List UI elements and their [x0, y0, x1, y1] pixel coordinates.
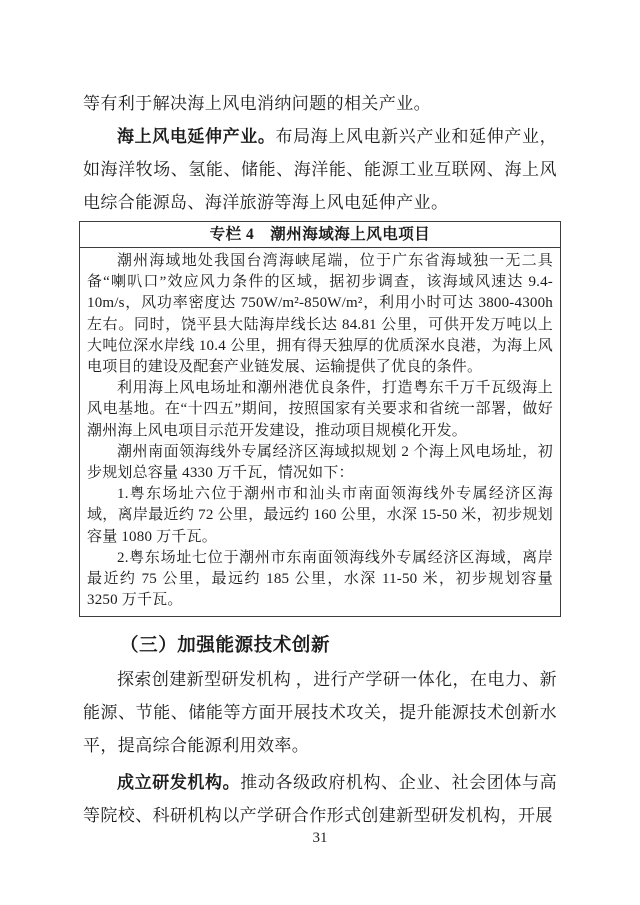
page-number: 31 [312, 830, 328, 846]
bold-lead-offshore-extension: 海上风电延伸产业。 [117, 127, 276, 146]
box-paragraph-planning: 潮州南面领海线外专属经济区海域拟规划 2 个海上风电场址，初步规划总容量 4330 万千瓦，情况如下： [87, 443, 553, 482]
paragraph-establish-institutes [83, 766, 557, 832]
column-box-4 [79, 221, 561, 617]
box-paragraph-site-6: 1.粤东场址六位于潮州市和汕头市南面领海线外专属经济区海域，离岸最近约 72 公里，最远约 160 公里，水深 15-50 米，初步规划容量 1080 万千瓦。 [87, 486, 553, 545]
section-heading-3: （三）加强能源技术创新 [120, 636, 331, 657]
column-box-title: 专栏 4 潮州海域海上风电项目 [80, 222, 560, 248]
box-paragraph-site-7: 2.粤东场址七位于潮州市东南面领海线外专属经济区海域，离岸最近约 75 公里，最远约 185 公里，水深 11-50 米，初步规划容量 3250 万千瓦。 [87, 549, 553, 609]
column-box-body [80, 248, 560, 616]
paragraph-offshore-extension-text: 布局海上风电新兴产业和延伸产业，如海洋牧场、氢能、储能、海洋能、能源工业互联网、海上风电综合能源岛、海洋旅游等海上风电延伸产业。 [83, 127, 557, 212]
paragraph-establish-institutes-text: 推动各级政府机构、企业、社会团体与高等院校、科研机构以产学研合作形式创建新型研发机构，开展 [83, 773, 557, 826]
paragraph-continuation: 等有利于解决海上风电消纳问题的相关产业。 [83, 94, 431, 113]
paragraph-offshore-extension [83, 120, 557, 219]
text-content [83, 87, 557, 832]
box-paragraph-base: 利用海上风电场址和潮州港优良条件，打造粤东千万千瓦级海上风电基地。在“十四五”期间，按照国家有关要求和省统一部署，做好潮州海上风电项目示范开发建设，推动项目规模化开发。 [87, 380, 553, 439]
box-paragraph-overview: 潮州海域地处我国台湾海峡尾端，位于广东省海域独一无二具备“喇叭口”效应风力条件的区域，据初步调查，该海域风速达 9.4-10m/s，风功率密度达 750W/m²-850W/m²，利用小时可达 3800-4300h 左右。同时，饶平县大陆海岸线长达 84.81 公里，可供开发万吨以上大吨位深水岸线 10.4 公里，拥有得天独厚的优质深水良港，为海上风电项目的建设及配套产业链发展、运输提供了优良的条件。 [87, 253, 553, 376]
bold-lead-establish-institutes: 成立研发机构。 [117, 773, 241, 793]
paragraph-explore-innovation: 探索创建新型研发机构 ，进行产学研一体化，在电力、新能源、节能、储能等方面开展技术攻关，提升能源技术创新水平，提高综合能源利用效率。 [83, 670, 557, 756]
